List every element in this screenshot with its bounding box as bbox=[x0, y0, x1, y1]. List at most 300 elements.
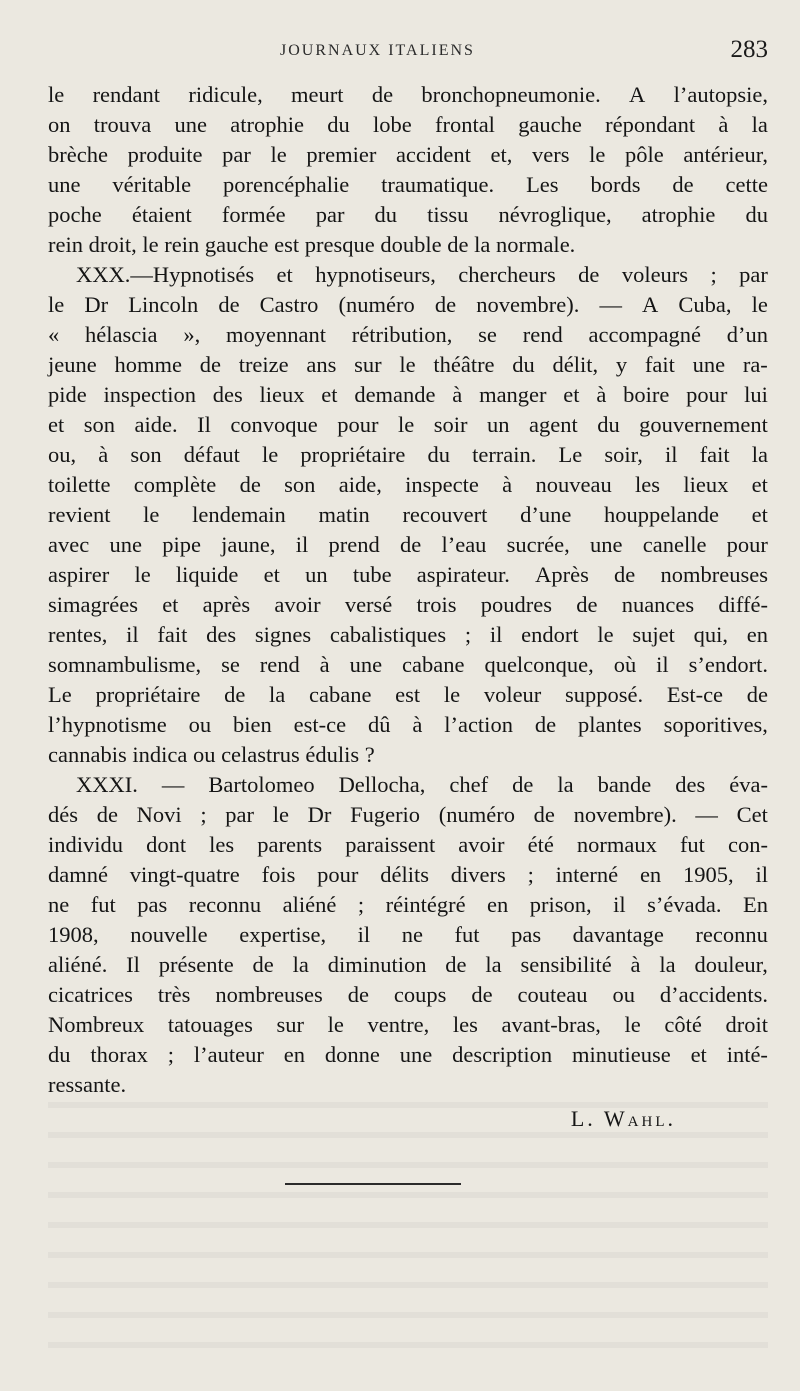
text-line bbox=[48, 890, 768, 920]
word: ; bbox=[464, 622, 472, 647]
word: en bbox=[639, 862, 662, 887]
word: par bbox=[739, 262, 768, 287]
word: Dellocha, bbox=[338, 772, 426, 797]
word: et bbox=[162, 592, 179, 617]
word: dû bbox=[367, 712, 391, 737]
word: 1908, bbox=[48, 922, 99, 947]
word: de bbox=[224, 682, 246, 707]
text-line bbox=[48, 560, 768, 590]
word: accompagné bbox=[588, 322, 701, 347]
word: pour bbox=[686, 382, 728, 407]
word: en bbox=[283, 1042, 305, 1067]
text-line bbox=[48, 410, 768, 440]
word: Il bbox=[126, 952, 140, 977]
word: une bbox=[174, 112, 207, 137]
word: agent bbox=[528, 412, 578, 437]
word: du bbox=[48, 1042, 71, 1067]
word: quelconque, bbox=[484, 652, 594, 677]
word: minutieuse bbox=[571, 1042, 671, 1067]
word: convoque bbox=[230, 412, 318, 437]
text-line bbox=[48, 110, 768, 140]
word: prend bbox=[328, 532, 380, 557]
word: coups bbox=[393, 982, 447, 1007]
word: liquide bbox=[175, 562, 239, 587]
text-line bbox=[48, 770, 768, 800]
word: de bbox=[399, 532, 422, 557]
word: d’une bbox=[520, 502, 572, 527]
word: répondant bbox=[605, 112, 696, 137]
word: sujet bbox=[632, 622, 675, 647]
author-signature: L. Wahl. bbox=[570, 1106, 676, 1131]
word: de bbox=[746, 682, 768, 707]
word: une bbox=[590, 532, 623, 557]
word: le bbox=[262, 442, 279, 467]
word: y bbox=[615, 352, 628, 377]
word: lieux bbox=[683, 472, 729, 497]
word: — bbox=[599, 292, 622, 317]
word: de bbox=[578, 262, 600, 287]
word: névroglique, bbox=[498, 202, 612, 227]
word: chef bbox=[449, 772, 489, 797]
word: une bbox=[48, 172, 81, 197]
word: davantage bbox=[572, 922, 664, 947]
word: il bbox=[489, 622, 503, 647]
word: il bbox=[613, 892, 626, 917]
word: à bbox=[412, 712, 423, 737]
word: des bbox=[675, 772, 706, 797]
text-line: cannabis indica ou celastrus édulis ? bbox=[48, 742, 375, 767]
word: de bbox=[434, 292, 457, 317]
word: porencéphalie bbox=[223, 172, 350, 197]
word: de bbox=[239, 472, 261, 497]
word: la bbox=[659, 952, 676, 977]
word: Lincoln bbox=[128, 292, 199, 317]
word: ne bbox=[401, 922, 423, 947]
text-line bbox=[48, 380, 768, 410]
word: inspection bbox=[103, 382, 196, 407]
word: Bartolomeo bbox=[208, 772, 315, 797]
word: présente bbox=[158, 952, 234, 977]
text-line: rein droit, le rein gauche est presque double de la normale. bbox=[48, 232, 576, 257]
word: bronchopneumonie. bbox=[421, 82, 601, 107]
word: après bbox=[202, 592, 251, 617]
word: à bbox=[452, 382, 463, 407]
text-line bbox=[48, 950, 768, 980]
word: le bbox=[134, 562, 151, 587]
word: terrain. bbox=[472, 442, 537, 467]
word: une bbox=[349, 652, 383, 677]
word: fait bbox=[644, 352, 675, 377]
word: propriétaire bbox=[300, 442, 406, 467]
word: frontal bbox=[434, 112, 495, 137]
word: tatouages bbox=[167, 1012, 253, 1037]
word: boire bbox=[623, 382, 670, 407]
word: « bbox=[48, 322, 60, 347]
word: complète bbox=[133, 472, 217, 497]
word: très bbox=[157, 982, 191, 1007]
word: demande bbox=[354, 382, 436, 407]
word: lendemain bbox=[192, 502, 286, 527]
word: hélascia bbox=[85, 322, 158, 347]
word: du bbox=[427, 442, 450, 467]
word: ou, bbox=[48, 442, 77, 467]
word: gouvernement bbox=[639, 412, 768, 437]
text-line bbox=[48, 350, 768, 380]
word: brèche bbox=[48, 142, 108, 167]
word: formée bbox=[221, 202, 286, 227]
word: cette bbox=[725, 172, 768, 197]
word: Dr bbox=[307, 802, 332, 827]
word: les bbox=[635, 472, 661, 497]
text-line bbox=[48, 620, 768, 650]
word: l’auteur bbox=[193, 1042, 264, 1067]
word: la bbox=[751, 112, 768, 137]
word: le bbox=[399, 352, 416, 377]
word: fut bbox=[454, 922, 480, 947]
word: le bbox=[327, 1012, 344, 1037]
word: diminution bbox=[327, 952, 427, 977]
word: sur bbox=[276, 1012, 304, 1037]
word: le bbox=[270, 142, 287, 167]
word: soir, bbox=[604, 442, 643, 467]
word: dont bbox=[146, 832, 187, 857]
word: revient bbox=[48, 502, 111, 527]
word: prison, bbox=[529, 892, 592, 917]
word: A bbox=[642, 292, 659, 317]
word: pide bbox=[48, 382, 87, 407]
word: Cuba, bbox=[678, 292, 732, 317]
word: toilette bbox=[48, 472, 111, 497]
word: rétribution, bbox=[351, 322, 453, 347]
word: l’action bbox=[444, 712, 513, 737]
word: une bbox=[692, 352, 726, 377]
word: et bbox=[276, 262, 293, 287]
word: Fugerio bbox=[350, 802, 421, 827]
word: con- bbox=[728, 832, 768, 857]
word: et bbox=[751, 472, 768, 497]
word: rend bbox=[522, 322, 563, 347]
word: et, bbox=[490, 142, 513, 167]
word: du bbox=[745, 202, 768, 227]
word: il bbox=[357, 922, 371, 947]
word: le bbox=[597, 622, 614, 647]
word: dés bbox=[48, 802, 78, 827]
word: Cet bbox=[736, 802, 768, 827]
word: ; bbox=[357, 892, 365, 917]
word: trois bbox=[416, 592, 457, 617]
page-header bbox=[48, 36, 768, 70]
word: délits bbox=[380, 862, 429, 887]
word: s’endort. bbox=[688, 652, 768, 677]
word: A bbox=[629, 82, 646, 107]
word: rendant bbox=[92, 82, 161, 107]
word: son bbox=[130, 442, 162, 467]
word: inspecte bbox=[405, 472, 479, 497]
word: de bbox=[371, 82, 394, 107]
word: soporitives, bbox=[663, 712, 768, 737]
word: avoir bbox=[274, 592, 321, 617]
word: une bbox=[109, 532, 142, 557]
word: parents bbox=[257, 832, 323, 857]
word: rentes, bbox=[48, 622, 108, 647]
word: la bbox=[292, 952, 309, 977]
word: il bbox=[664, 442, 678, 467]
word: individu bbox=[48, 832, 124, 857]
word: se bbox=[221, 652, 240, 677]
word: et bbox=[563, 382, 580, 407]
word: produite bbox=[127, 142, 203, 167]
word: canelle bbox=[642, 532, 707, 557]
word: ; bbox=[527, 862, 534, 887]
word: été bbox=[527, 832, 554, 857]
text-line bbox=[48, 260, 768, 290]
word: par bbox=[225, 802, 254, 827]
word: somnambulisme, bbox=[48, 652, 202, 677]
text-line bbox=[48, 530, 768, 560]
word: Novi bbox=[136, 802, 182, 827]
word: premier bbox=[306, 142, 377, 167]
word: le bbox=[751, 292, 768, 317]
word: délit, bbox=[552, 352, 599, 377]
word: Il bbox=[197, 412, 211, 437]
word: du bbox=[327, 112, 350, 137]
word: tube bbox=[352, 562, 392, 587]
word: ridicule, bbox=[188, 82, 263, 107]
section-divider-rule bbox=[285, 1183, 461, 1185]
word: à bbox=[596, 382, 607, 407]
text-line: ressante. bbox=[48, 1072, 127, 1097]
word: la bbox=[269, 682, 286, 707]
text-line bbox=[48, 290, 768, 320]
word: le bbox=[443, 682, 461, 707]
word: cabane bbox=[402, 652, 465, 677]
word: bords bbox=[590, 172, 641, 197]
word: signes bbox=[254, 622, 312, 647]
word: trouva bbox=[93, 112, 152, 137]
signature-row bbox=[48, 1100, 768, 1136]
word: droit bbox=[725, 1012, 768, 1037]
word: thorax bbox=[90, 1042, 148, 1067]
word: défaut bbox=[183, 442, 240, 467]
word: novembre). bbox=[573, 802, 677, 827]
word: fut bbox=[679, 832, 705, 857]
word: la bbox=[485, 952, 502, 977]
word: reconnu bbox=[188, 892, 262, 917]
word: aliéné bbox=[282, 892, 337, 917]
word: à bbox=[98, 442, 109, 467]
word: vingt-quatre bbox=[129, 862, 240, 887]
word: de bbox=[252, 952, 274, 977]
word: vers bbox=[531, 142, 570, 167]
word: fois bbox=[261, 862, 296, 887]
word: aide. bbox=[134, 412, 178, 437]
text-line bbox=[48, 170, 768, 200]
word: de bbox=[347, 982, 369, 1007]
word: couteau bbox=[517, 982, 588, 1007]
word: de bbox=[512, 772, 534, 797]
word: avoir bbox=[458, 832, 505, 857]
word: homme bbox=[114, 352, 182, 377]
word: de bbox=[199, 352, 221, 377]
text-line bbox=[48, 470, 768, 500]
word: pôle bbox=[624, 142, 664, 167]
word: cabalistiques bbox=[329, 622, 447, 647]
word: aspirateur. bbox=[416, 562, 510, 587]
word: soir bbox=[433, 412, 468, 437]
word: l’eau bbox=[441, 532, 487, 557]
word: reconnu bbox=[695, 922, 768, 947]
text-line bbox=[48, 140, 768, 170]
word: nuances bbox=[621, 592, 695, 617]
word: où bbox=[613, 652, 637, 677]
word: Les bbox=[526, 172, 559, 197]
word: le bbox=[624, 1012, 641, 1037]
word: étaient bbox=[131, 202, 192, 227]
word: Est-ce bbox=[666, 682, 724, 707]
body-text bbox=[48, 80, 768, 1136]
word: et bbox=[690, 1042, 707, 1067]
word: aliéné. bbox=[48, 952, 108, 977]
word: houppelande bbox=[604, 502, 719, 527]
word: divers bbox=[450, 862, 506, 887]
running-head: JOURNAUX ITALIENS bbox=[280, 42, 475, 59]
word: et bbox=[263, 562, 280, 587]
word: versé bbox=[344, 592, 393, 617]
word: poudres bbox=[480, 592, 552, 617]
word: le bbox=[48, 292, 65, 317]
word: à bbox=[319, 652, 330, 677]
word: avec bbox=[48, 532, 90, 557]
word: le bbox=[272, 802, 289, 827]
word: le bbox=[48, 82, 65, 107]
word: bien bbox=[233, 712, 272, 737]
word: diffé- bbox=[718, 592, 768, 617]
word: et bbox=[48, 412, 65, 437]
word: atrophie bbox=[641, 202, 716, 227]
text-line bbox=[48, 800, 768, 830]
word: il bbox=[295, 532, 309, 557]
text-line bbox=[48, 980, 768, 1010]
word: un bbox=[486, 412, 510, 437]
word: XXX.—Hypnotisés bbox=[76, 262, 255, 287]
word: pour bbox=[337, 412, 379, 437]
word: sensibilité bbox=[520, 952, 612, 977]
word: par bbox=[315, 202, 345, 227]
word: nombreuses bbox=[660, 562, 768, 587]
word: son bbox=[284, 472, 316, 497]
text-line bbox=[48, 1010, 768, 1040]
word: jaune, bbox=[221, 532, 276, 557]
word: en bbox=[746, 622, 768, 647]
word: par bbox=[222, 142, 251, 167]
word: et bbox=[751, 502, 768, 527]
word: de bbox=[445, 952, 467, 977]
word: les bbox=[452, 1012, 478, 1037]
word: d’accidents. bbox=[659, 982, 768, 1007]
word: aspirer bbox=[48, 562, 110, 587]
word: Le bbox=[558, 442, 583, 467]
word: lui bbox=[744, 382, 768, 407]
word: en bbox=[487, 892, 509, 917]
word: poche bbox=[48, 202, 102, 227]
word: ans bbox=[306, 352, 337, 377]
word: Nombreux bbox=[48, 1012, 145, 1037]
word: qui, bbox=[693, 622, 728, 647]
word: ; bbox=[710, 262, 717, 287]
word: donne bbox=[324, 1042, 380, 1067]
word: de bbox=[534, 712, 557, 737]
word: pas bbox=[137, 892, 168, 917]
text-line bbox=[48, 590, 768, 620]
word: à bbox=[630, 952, 641, 977]
word: manger bbox=[479, 382, 547, 407]
word: Après bbox=[535, 562, 589, 587]
word: ou bbox=[612, 982, 635, 1007]
word: ventre, bbox=[367, 1012, 430, 1037]
word: — bbox=[161, 772, 185, 797]
text-line bbox=[48, 1040, 768, 1070]
word: les bbox=[209, 832, 235, 857]
word: (numéro bbox=[438, 802, 515, 827]
word: l’hypnotisme bbox=[48, 712, 167, 737]
word: antérieur, bbox=[683, 142, 768, 167]
text-line bbox=[48, 860, 768, 890]
word: un bbox=[305, 562, 328, 587]
word: lobe bbox=[372, 112, 412, 137]
word: fait bbox=[699, 442, 730, 467]
word: réintégré bbox=[385, 892, 466, 917]
word: se bbox=[478, 322, 497, 347]
word: 1905, bbox=[683, 862, 734, 887]
word: nouvelle bbox=[130, 922, 208, 947]
word: douleur, bbox=[694, 952, 768, 977]
word: le bbox=[398, 412, 415, 437]
word: son bbox=[83, 412, 115, 437]
word: nouveau bbox=[535, 472, 612, 497]
word: plantes bbox=[577, 712, 642, 737]
word: traumatique. bbox=[381, 172, 495, 197]
word: damné bbox=[48, 862, 108, 887]
word: jeune bbox=[48, 352, 97, 377]
word: ou bbox=[188, 712, 212, 737]
word: est-ce bbox=[293, 712, 347, 737]
word: il bbox=[755, 862, 768, 887]
word: on bbox=[48, 112, 71, 137]
word: ne bbox=[48, 892, 70, 917]
word: Castro bbox=[259, 292, 319, 317]
word: de bbox=[672, 172, 694, 197]
text-line bbox=[48, 710, 768, 740]
word: ; bbox=[200, 802, 207, 827]
word: de bbox=[614, 562, 636, 587]
word: à bbox=[502, 472, 513, 497]
word: est bbox=[395, 682, 421, 707]
word: lieux bbox=[259, 382, 305, 407]
word: l’autopsie, bbox=[673, 82, 768, 107]
word: du bbox=[512, 352, 535, 377]
text-line bbox=[48, 830, 768, 860]
word: pour bbox=[317, 862, 359, 887]
text-line bbox=[48, 440, 768, 470]
text-line bbox=[48, 80, 768, 110]
word: pipe bbox=[162, 532, 201, 557]
word: des bbox=[206, 622, 237, 647]
word: En bbox=[742, 892, 768, 917]
word: des bbox=[212, 382, 243, 407]
word: il bbox=[656, 652, 669, 677]
word: recouvert bbox=[402, 502, 488, 527]
word: interné bbox=[555, 862, 619, 887]
